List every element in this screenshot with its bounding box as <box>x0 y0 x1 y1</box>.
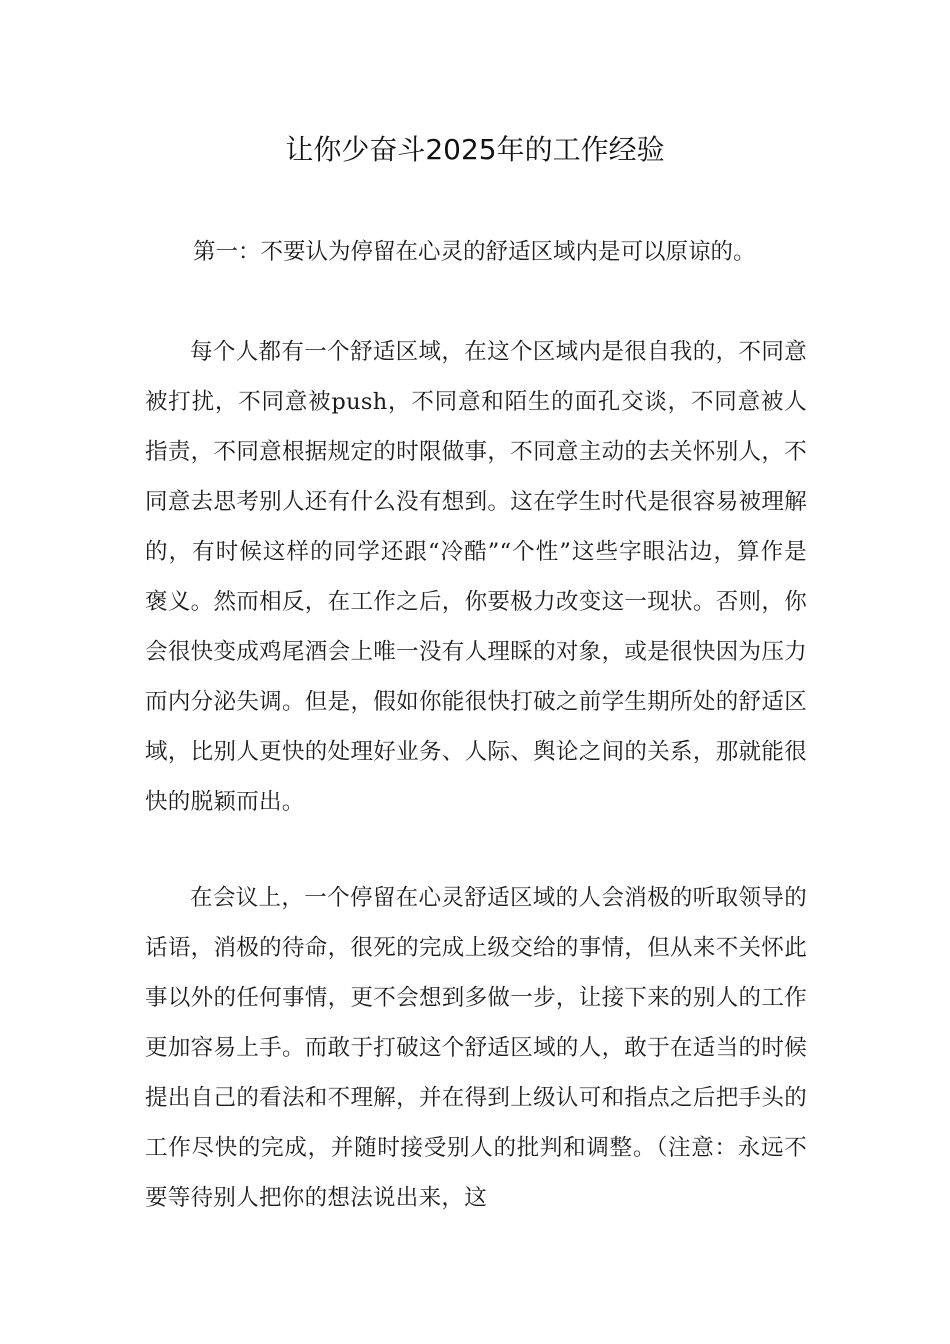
body-paragraph: 每个人都有一个舒适区域，在这个区域内是很自我的，不同意被打扰，不同意被push，不同意和陌生的面孔交谈，不同意被人指责，不同意根据规定的时限做事，不同意主动的去关怀别人，不同意去思考别人还有什么没有想到。这在学生时代是很容易被理解的，有时候这样的同学还跟“冷酷”“个性”这些字眼沾边，算作是褒义。然而相反，在工作之后，你要极力改变这一现状。否则，你会很快变成鸡尾酒会上唯一没有人理睬的对象，或是很快因为压力而内分泌失调。但是，假如你能很快打破之前学生期所处的舒适区域，比别人更快的处理好业务、人际、舆论之间的关系，那就能很快的脱颖而出。 <box>145 339 807 815</box>
section-heading: 第一：不要认为停留在心灵的舒适区域内是可以原谅的。 <box>193 239 756 265</box>
document-title: 让你少奋斗2025年的工作经验 <box>285 133 665 166</box>
body-paragraph: 在会议上，一个停留在心灵舒适区域的人会消极的听取领导的话语，消极的待命，很死的完成上级交给的事情，但从来不关怀此事以外的任何事情，更不会想到多做一步，让接下来的别人的工作更加容易上手。而敢于打破这个舒适区域的人，敢于在适当的时候提出自己的看法和不理解，并在得到上级认可和指点之后把手头的工作尽快的完成，并随时接受别人的批判和调整。（注意：永远不要等待别人把你的想法说出来，这 <box>145 885 807 1211</box>
